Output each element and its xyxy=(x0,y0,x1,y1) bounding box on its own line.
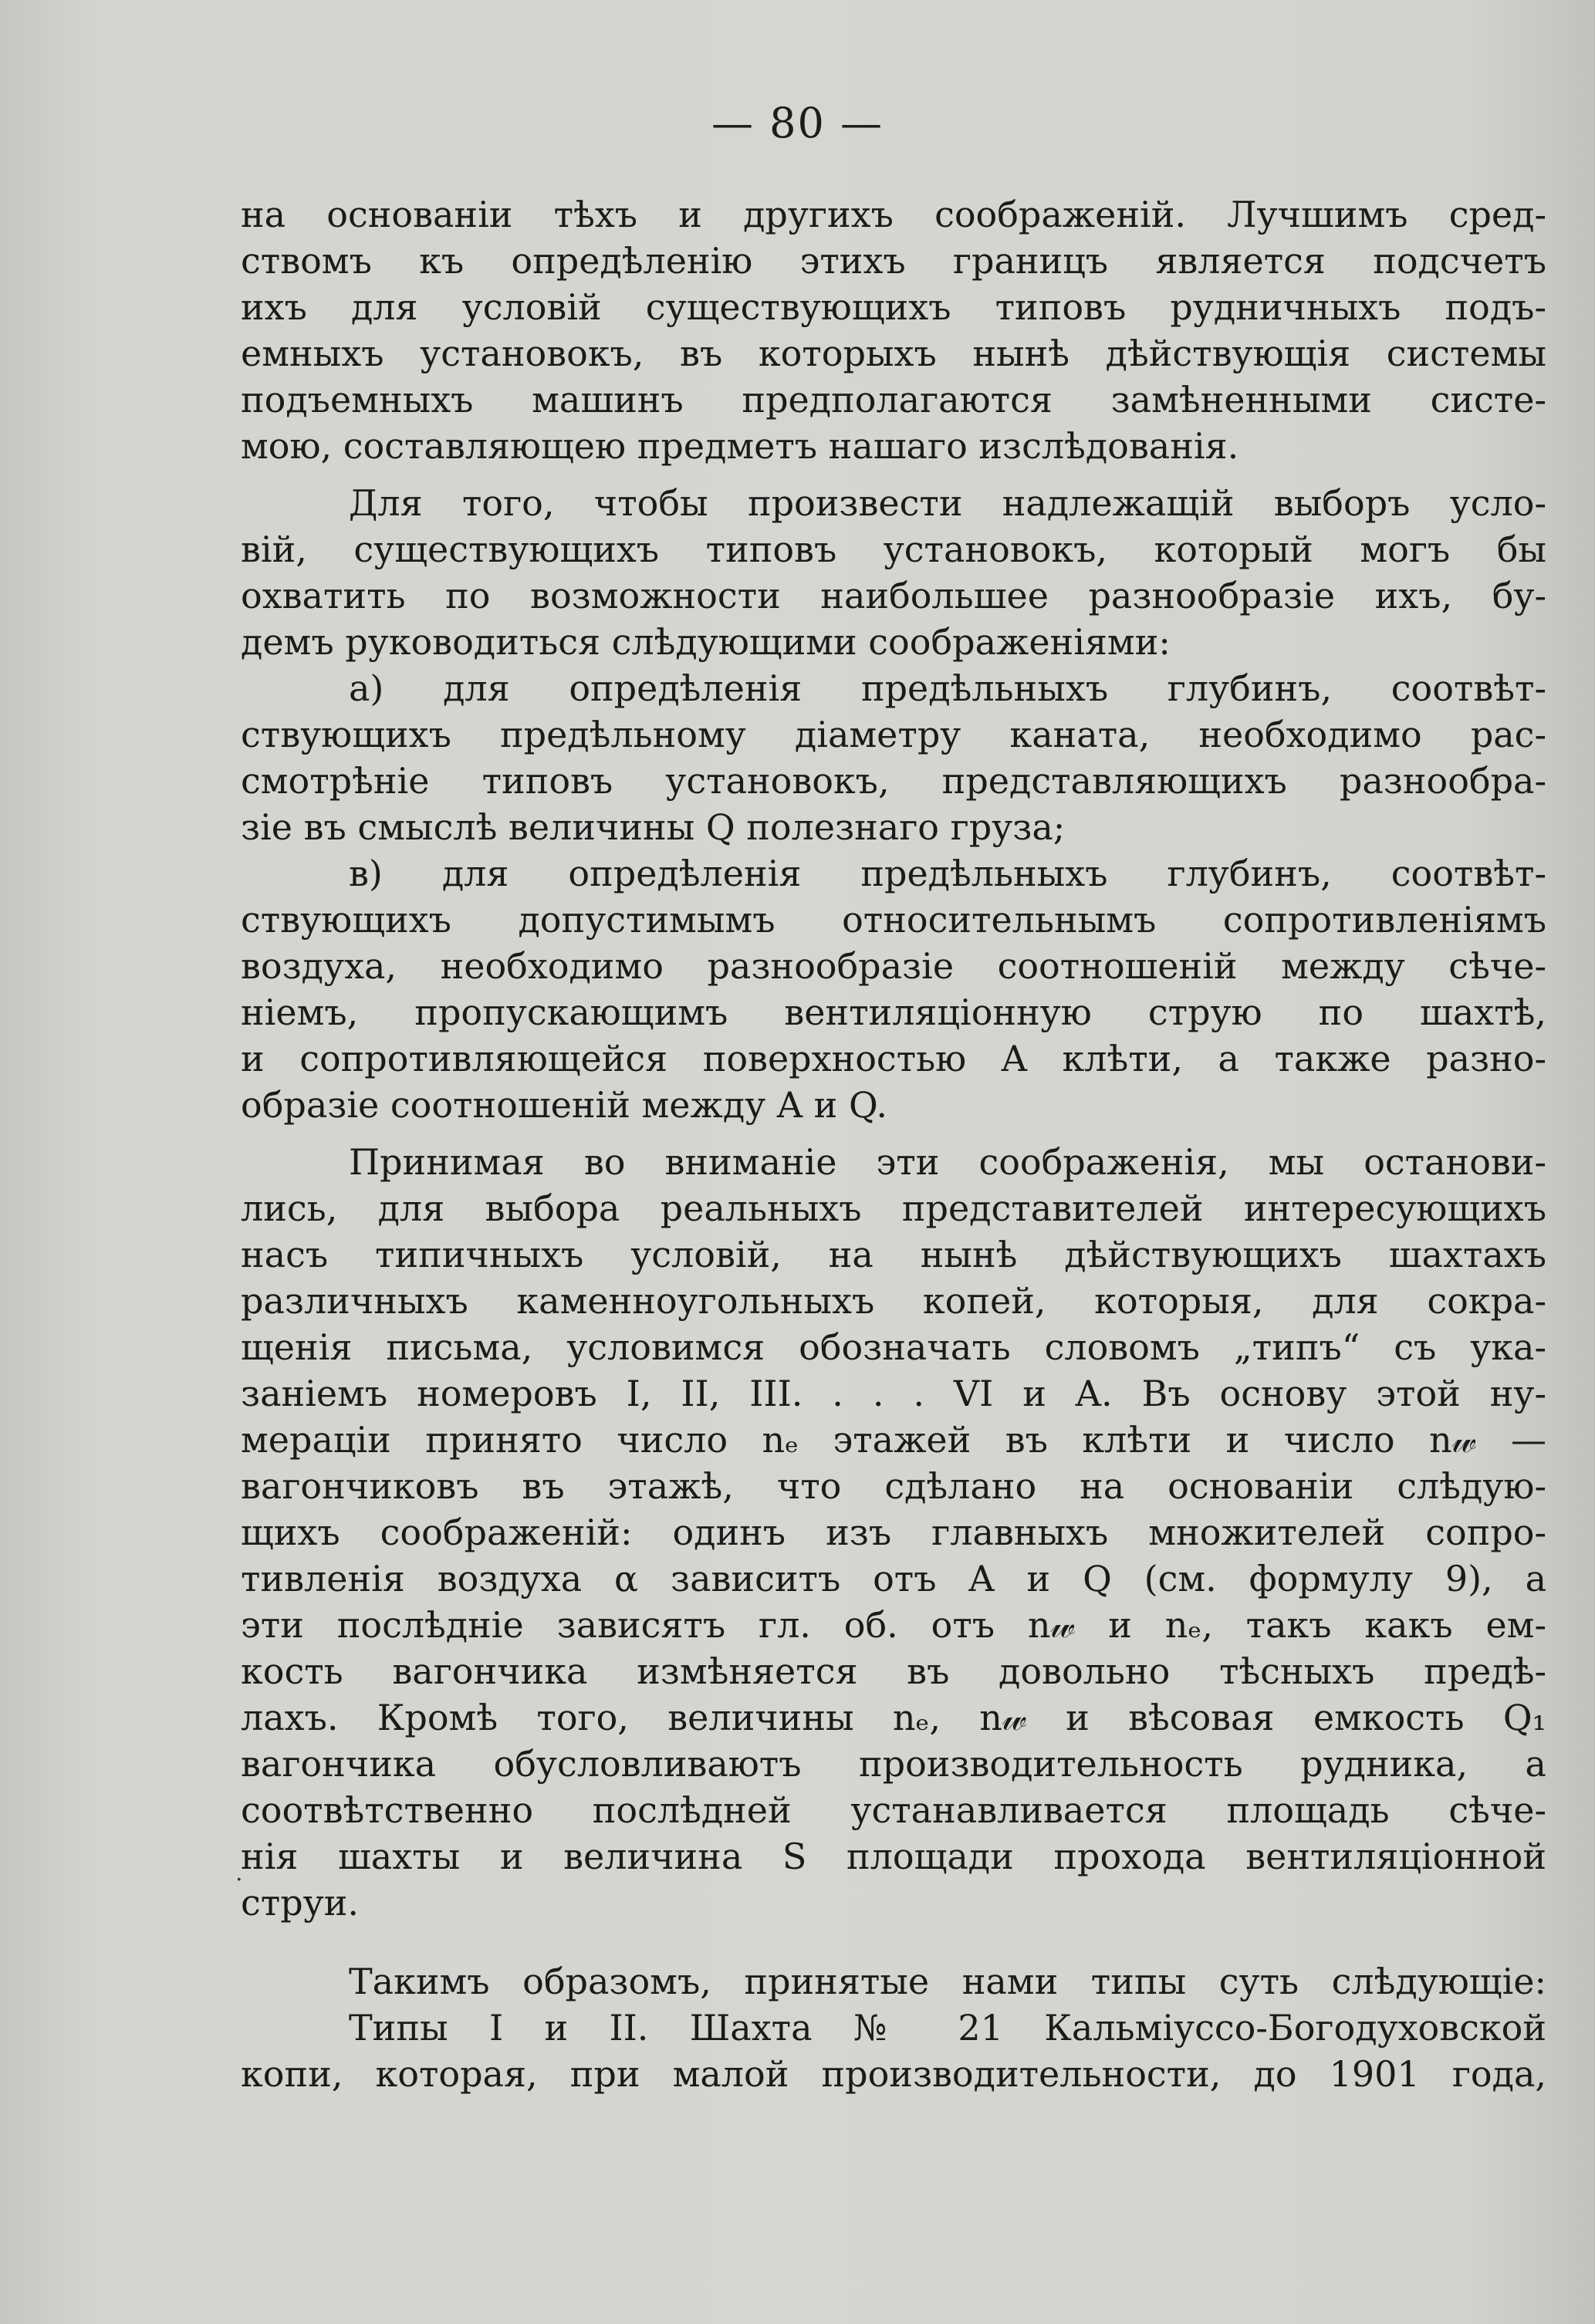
text-line: в) для опредѣленія предѣльныхъ глубинъ, соотвѣт- xyxy=(349,853,1546,894)
text-line: щенія письма, условимся обозначать словомъ „типъ“ съ ука- xyxy=(241,1326,1546,1368)
text-line: копи, которая, при малой производительности, до 1901 года, xyxy=(241,2053,1546,2095)
text-line: нія шахты и величина S площади прохода вентиляціонной xyxy=(241,1836,1546,1877)
text-line: эти послѣдніе зависятъ гл. об. отъ n𝓌 и nₑ, такъ какъ ем- xyxy=(241,1604,1546,1646)
text-line: воздуха, необходимо разнообразіе соотношеній между сѣче- xyxy=(241,945,1546,987)
page-number: — 80 — xyxy=(711,99,884,147)
text-line: вій, существующихъ типовъ установокъ, который могъ бы xyxy=(241,529,1546,570)
text-line: мераціи принято число nₑ этажей въ клѣти и число n𝓌 — xyxy=(241,1419,1546,1461)
text-line: соотвѣтственно послѣдней устанавливается площадь сѣче- xyxy=(241,1789,1546,1831)
text-line: мою, составляющею предметъ нашаго изслѣдованія. xyxy=(241,425,1239,467)
text-line: лахъ. Кромѣ того, величины nₑ, n𝓌 и вѣсовая емкость Q₁ xyxy=(241,1697,1546,1738)
text-line: щихъ соображеній: одинъ изъ главныхъ множителей сопро- xyxy=(241,1512,1546,1553)
text-line: ніемъ, пропускающимъ вентиляціонную струю по шахтѣ, xyxy=(241,991,1546,1033)
text-line: различныхъ каменноугольныхъ копей, которыя, для сокра- xyxy=(241,1280,1546,1322)
text-line: заніемъ номеровъ I, II, III. . . . VI и A. Въ основу этой ну- xyxy=(241,1373,1546,1414)
text-line: лись, для выбора реальныхъ представителей интересующихъ xyxy=(241,1187,1546,1229)
text-line: Такимъ образомъ, принятые нами типы суть слѣдующіе: xyxy=(349,1961,1546,2002)
text-line: подъемныхъ машинъ предполагаются замѣненными систе- xyxy=(241,379,1546,421)
text-line: струи. xyxy=(241,1882,360,1924)
text-line: ихъ для условій существующихъ типовъ рудничныхъ подъ- xyxy=(241,286,1546,328)
body-text xyxy=(241,191,1546,2097)
text-line: Для того, чтобы произвести надлежащій выборъ усло- xyxy=(349,482,1546,524)
text-line: емныхъ установокъ, въ которыхъ нынѣ дѣйствующія системы xyxy=(241,333,1546,374)
text-line: образіе соотношеній между A и Q. xyxy=(241,1084,887,1126)
text-line: ствующихъ допустимымъ относительнымъ сопротивленіямъ xyxy=(241,899,1546,941)
text-line: охватить по возможности наибольшее разнообразіе ихъ, бу- xyxy=(241,575,1546,616)
text-line: вагончиковъ въ этажѣ, что сдѣлано на основаніи слѣдую- xyxy=(241,1465,1546,1507)
text-line: демъ руководиться слѣдующими соображеніями: xyxy=(241,621,1171,663)
text-line: Типы I и II. Шахта № 21 Кальміуссо-Богодуховской xyxy=(349,2007,1546,2049)
text-line: а) для опредѣленія предѣльныхъ глубинъ, соотвѣт- xyxy=(349,667,1546,709)
text-line: тивленія воздуха α зависитъ отъ A и Q (см. формулу 9), а xyxy=(241,1558,1546,1599)
text-line: ствомъ къ опредѣленію этихъ границъ является подсчетъ xyxy=(241,240,1546,282)
text-line: насъ типичныхъ условій, на нынѣ дѣйствующихъ шахтахъ xyxy=(241,1234,1546,1275)
text-line: смотрѣніе типовъ установокъ, представляющихъ разнообра- xyxy=(241,760,1546,802)
print-speck: . xyxy=(235,1860,243,1887)
text-line: вагончика обусловливаютъ производительность рудника, а xyxy=(241,1743,1546,1785)
text-line: Принимая во вниманіе эти соображенія, мы останови- xyxy=(349,1141,1546,1183)
text-line: зіе въ смыслѣ величины Q полезнаго груза; xyxy=(241,806,1066,848)
text-line: и сопротивляющейся поверхностью A клѣти, а также разно- xyxy=(241,1038,1546,1079)
text-line: ствующихъ предѣльному діаметру каната, необходимо рас- xyxy=(241,714,1546,755)
text-line: кость вагончика измѣняется въ довольно тѣсныхъ предѣ- xyxy=(241,1650,1546,1692)
text-line: на основаніи тѣхъ и другихъ соображеній. Лучшимъ сред- xyxy=(241,194,1546,235)
